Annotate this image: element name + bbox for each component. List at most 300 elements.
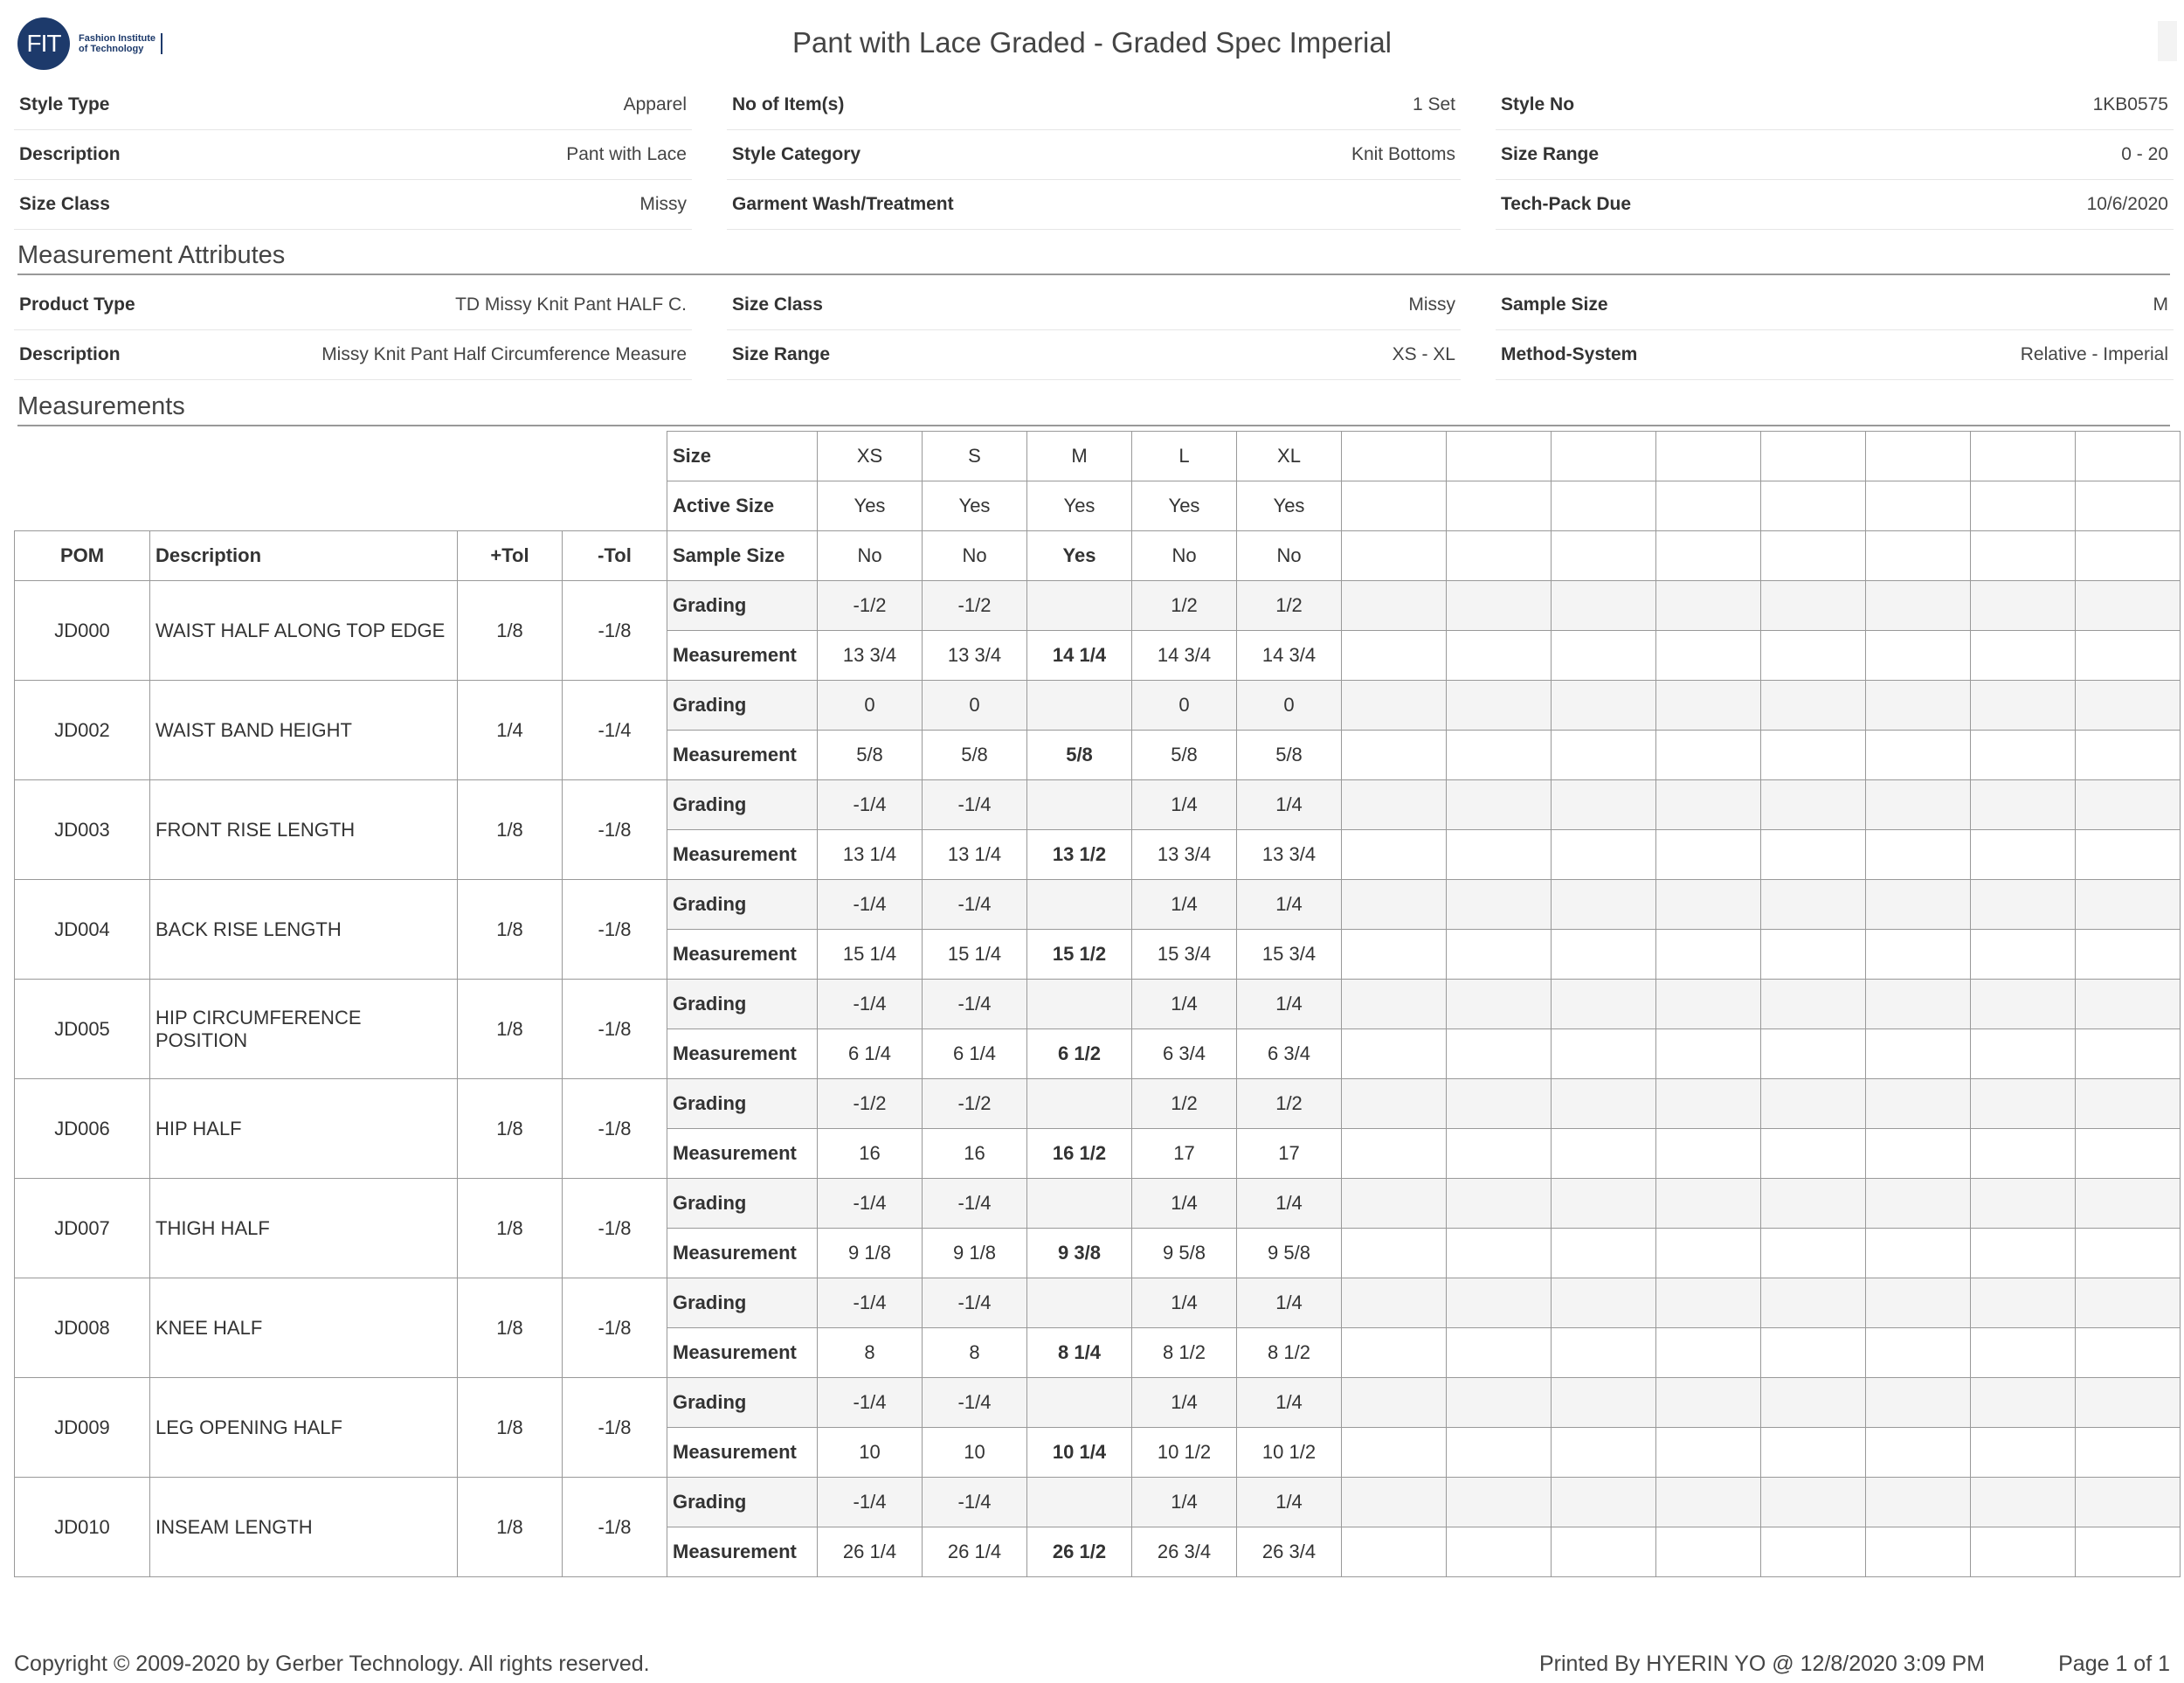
empty-size-cell (1761, 930, 1866, 980)
field-label: Size Range (1501, 144, 1600, 164)
empty-size-cell (1761, 780, 1866, 830)
grading-value (1027, 780, 1132, 830)
grading-value: 1/4 (1237, 1478, 1342, 1527)
pom-code: JD007 (15, 1179, 150, 1278)
measurement-value: 15 1/2 (1027, 930, 1132, 980)
pom-header: POM (15, 531, 150, 581)
empty-size-cell (1761, 1278, 1866, 1328)
measurement-value: 9 5/8 (1237, 1229, 1342, 1278)
empty-size-cell (1656, 731, 1761, 780)
measurement-value: 10 (923, 1428, 1027, 1478)
plus-tolerance: 1/4 (458, 681, 563, 780)
empty-size-cell (1971, 1328, 2076, 1378)
pom-description: KNEE HALF (150, 1278, 458, 1378)
empty-size-cell (1342, 581, 1447, 631)
active-size-value: Yes (1132, 481, 1237, 531)
measurement-label: Measurement (667, 631, 818, 681)
field-value: XS - XL (1392, 344, 1455, 364)
empty-size-cell (1761, 531, 1866, 581)
minus-tolerance: -1/8 (563, 880, 667, 980)
empty-size-cell (1866, 1229, 1971, 1278)
empty-size-cell (1656, 1328, 1761, 1378)
grading-row (15, 1378, 2181, 1428)
size-header: XL (1237, 432, 1342, 481)
plus-tol-header: +Tol (458, 531, 563, 581)
grading-label: Grading (667, 980, 818, 1029)
grading-value: 1/2 (1237, 1079, 1342, 1129)
empty-size-cell (1447, 1229, 1552, 1278)
measurement-value: 5/8 (818, 731, 923, 780)
empty-size-cell (1552, 1129, 1656, 1179)
empty-size-cell (1971, 481, 2076, 531)
measurement-value: 26 1/4 (818, 1527, 923, 1577)
pom-code: JD004 (15, 880, 150, 980)
logo-mark: FIT (17, 17, 70, 70)
empty-size-cell (1866, 432, 1971, 481)
plus-tolerance: 1/8 (458, 980, 563, 1079)
grading-value: -1/4 (818, 1179, 923, 1229)
empty-size-cell (1866, 1378, 1971, 1428)
measurement-value: 16 (818, 1129, 923, 1179)
field-value: Missy Knit Pant Half Circumference Measure (321, 344, 687, 364)
empty-size-cell (1552, 1229, 1656, 1278)
empty-size-cell (1761, 581, 1866, 631)
field-value: Relative - Imperial (2020, 344, 2168, 364)
grading-row (15, 581, 2181, 631)
pom-description: WAIST BAND HEIGHT (150, 681, 458, 780)
column-header-row (15, 531, 2181, 581)
grading-label: Grading (667, 1378, 818, 1428)
grading-value: -1/4 (818, 1278, 923, 1328)
empty-size-cell (1866, 930, 1971, 980)
measurement-value: 26 3/4 (1132, 1527, 1237, 1577)
info-field (14, 280, 692, 330)
active-size-label: Active Size (667, 481, 818, 531)
empty-size-cell (1447, 432, 1552, 481)
empty-size-cell (1761, 481, 1866, 531)
empty-size-cell (1342, 1527, 1447, 1577)
empty-size-cell (1761, 980, 1866, 1029)
measurement-value: 15 3/4 (1237, 930, 1342, 980)
measurement-value: 13 3/4 (1132, 830, 1237, 880)
plus-tolerance: 1/8 (458, 1278, 563, 1378)
grading-value: 1/2 (1132, 1079, 1237, 1129)
empty-size-cell (2076, 631, 2181, 681)
empty-size-cell (2076, 481, 2181, 531)
measurement-value: 13 1/2 (1027, 830, 1132, 880)
empty-size-cell (1656, 980, 1761, 1029)
empty-size-cell (1866, 731, 1971, 780)
grading-value (1027, 1378, 1132, 1428)
empty-size-cell (1447, 1029, 1552, 1079)
empty-size-cell (1656, 1428, 1761, 1478)
grading-value: 1/4 (1237, 1179, 1342, 1229)
empty-size-cell (1866, 980, 1971, 1029)
empty-size-cell (1552, 1478, 1656, 1527)
empty-size-cell (1447, 1079, 1552, 1129)
empty-size-cell (2076, 980, 2181, 1029)
grading-value: 0 (1132, 681, 1237, 731)
plus-tolerance: 1/8 (458, 1179, 563, 1278)
empty-size-cell (1656, 830, 1761, 880)
empty-size-cell (1552, 1278, 1656, 1328)
grading-value: -1/2 (818, 581, 923, 631)
empty-size-cell (1971, 1079, 2076, 1129)
measurement-value: 17 (1237, 1129, 1342, 1179)
empty-size-cell (1971, 1378, 2076, 1428)
sample-size-label: Sample Size (667, 531, 818, 581)
grading-value: 1/4 (1132, 880, 1237, 930)
plus-tolerance: 1/8 (458, 1079, 563, 1179)
empty-size-cell (1866, 1428, 1971, 1478)
empty-size-cell (1761, 432, 1866, 481)
empty-size-cell (2076, 1378, 2181, 1428)
empty-size-cell (2076, 1129, 2181, 1179)
empty-size-cell (2076, 581, 2181, 631)
empty-size-cell (1971, 731, 2076, 780)
empty-size-cell (1342, 880, 1447, 930)
grading-value: 0 (1237, 681, 1342, 731)
measurement-label: Measurement (667, 830, 818, 880)
empty-size-cell (1761, 631, 1866, 681)
pom-code: JD008 (15, 1278, 150, 1378)
grading-value: -1/4 (818, 780, 923, 830)
empty-size-cell (1552, 880, 1656, 930)
size-header: XS (818, 432, 923, 481)
grading-value: -1/4 (818, 1478, 923, 1527)
empty-size-cell (1342, 1179, 1447, 1229)
measurement-value: 13 3/4 (1237, 830, 1342, 880)
active-size-value: Yes (923, 481, 1027, 531)
pom-description: WAIST HALF ALONG TOP EDGE (150, 581, 458, 681)
field-value: Knit Bottoms (1351, 144, 1455, 164)
grading-value: 1/4 (1132, 1278, 1237, 1328)
minus-tolerance: -1/8 (563, 980, 667, 1079)
grading-label: Grading (667, 780, 818, 830)
grading-value (1027, 681, 1132, 731)
field-value: 1KB0575 (2092, 94, 2168, 114)
measurement-value: 10 1/2 (1132, 1428, 1237, 1478)
info-field (727, 80, 1461, 130)
empty-size-cell (1342, 731, 1447, 780)
empty-size-cell (1447, 980, 1552, 1029)
measurement-value: 6 1/4 (923, 1029, 1027, 1079)
minus-tolerance: -1/8 (563, 1378, 667, 1478)
empty-size-cell (1866, 1179, 1971, 1229)
empty-size-cell (1656, 1378, 1761, 1428)
measurement-label: Measurement (667, 1428, 818, 1478)
empty-size-cell (1342, 1428, 1447, 1478)
info-field (1496, 330, 2174, 380)
active-size-row (15, 481, 2181, 531)
measurement-value: 9 5/8 (1132, 1229, 1237, 1278)
grading-value: 1/4 (1132, 780, 1237, 830)
empty-size-cell (2076, 1229, 2181, 1278)
measurement-value: 14 3/4 (1132, 631, 1237, 681)
measurement-label: Measurement (667, 1129, 818, 1179)
measurement-value: 5/8 (923, 731, 1027, 780)
grading-value (1027, 1478, 1132, 1527)
measurement-value: 6 1/2 (1027, 1029, 1132, 1079)
field-label: Size Class (19, 194, 110, 214)
grading-label: Grading (667, 681, 818, 731)
empty-size-cell (1656, 631, 1761, 681)
field-label: Style Category (732, 144, 861, 164)
grading-value: 1/2 (1237, 581, 1342, 631)
measurement-value: 26 3/4 (1237, 1527, 1342, 1577)
empty-size-cell (1656, 1129, 1761, 1179)
logo-text: Fashion Institute of Technology (79, 33, 162, 54)
size-label: Size (667, 432, 818, 481)
grading-row (15, 1478, 2181, 1527)
empty-size-cell (1866, 681, 1971, 731)
info-field (727, 330, 1461, 380)
pom-code: JD010 (15, 1478, 150, 1577)
measurement-value: 15 1/4 (923, 930, 1027, 980)
empty-size-cell (1656, 531, 1761, 581)
empty-size-cell (1761, 1428, 1866, 1478)
measurement-value: 9 1/8 (923, 1229, 1027, 1278)
measurement-value: 13 1/4 (923, 830, 1027, 880)
measurement-attributes-grid (14, 280, 2172, 380)
empty-size-cell (1971, 1229, 2076, 1278)
empty-size-cell (2076, 731, 2181, 780)
pom-code: JD002 (15, 681, 150, 780)
empty-size-cell (1656, 681, 1761, 731)
pom-code: JD000 (15, 581, 150, 681)
empty-size-cell (1866, 581, 1971, 631)
grading-row (15, 780, 2181, 830)
grading-value: -1/4 (818, 880, 923, 930)
plus-tolerance: 1/8 (458, 880, 563, 980)
empty-size-cell (2076, 531, 2181, 581)
field-label: Product Type (19, 294, 135, 315)
empty-size-cell (1761, 1129, 1866, 1179)
measurement-value: 10 1/2 (1237, 1428, 1342, 1478)
measurement-value: 10 (818, 1428, 923, 1478)
empty-size-cell (1761, 731, 1866, 780)
grading-value: 1/4 (1237, 1278, 1342, 1328)
pom-description: FRONT RISE LENGTH (150, 780, 458, 880)
minus-tolerance: -1/8 (563, 1278, 667, 1378)
empty-size-cell (1342, 531, 1447, 581)
empty-size-cell (1447, 531, 1552, 581)
field-label: Garment Wash/Treatment (732, 194, 954, 214)
grading-label: Grading (667, 880, 818, 930)
empty-size-cell (1656, 481, 1761, 531)
size-header-row (15, 432, 2181, 481)
minus-tolerance: -1/4 (563, 681, 667, 780)
grading-label: Grading (667, 581, 818, 631)
empty-size-cell (1552, 930, 1656, 980)
pom-code: JD003 (15, 780, 150, 880)
grading-value: -1/4 (923, 880, 1027, 930)
copyright: Copyright © 2009-2020 by Gerber Technology. All rights reserved. (14, 1652, 650, 1676)
grading-row (15, 1278, 2181, 1328)
empty-size-cell (1761, 1179, 1866, 1229)
measurement-value: 8 (818, 1328, 923, 1378)
measurements-table (14, 431, 2181, 1577)
empty-size-cell (1342, 1029, 1447, 1079)
grading-row (15, 980, 2181, 1029)
empty-size-cell (1761, 1229, 1866, 1278)
empty-size-cell (1552, 1179, 1656, 1229)
field-label: Style No (1501, 94, 1575, 114)
measurement-label: Measurement (667, 1527, 818, 1577)
measurement-value: 16 1/2 (1027, 1129, 1132, 1179)
grading-value: -1/4 (923, 1478, 1027, 1527)
grading-value: 1/4 (1132, 980, 1237, 1029)
empty-size-cell (1552, 432, 1656, 481)
sample-size-value: No (1132, 531, 1237, 581)
empty-size-cell (1971, 432, 2076, 481)
measurement-value: 6 3/4 (1237, 1029, 1342, 1079)
grading-value: -1/2 (923, 581, 1027, 631)
empty-size-cell (1761, 1527, 1866, 1577)
pom-description: LEG OPENING HALF (150, 1378, 458, 1478)
empty-size-cell (2076, 1527, 2181, 1577)
empty-size-cell (1447, 1328, 1552, 1378)
field-label: Method-System (1501, 344, 1638, 364)
empty-size-cell (1866, 1527, 1971, 1577)
empty-size-cell (1656, 930, 1761, 980)
info-field (727, 280, 1461, 330)
field-value: 0 - 20 (2121, 144, 2168, 164)
empty-size-cell (1447, 681, 1552, 731)
empty-size-cell (1656, 1527, 1761, 1577)
empty-size-cell (1447, 631, 1552, 681)
minus-tol-header: -Tol (563, 531, 667, 581)
measurement-value: 26 1/4 (923, 1527, 1027, 1577)
grading-value: -1/4 (923, 980, 1027, 1029)
field-value: Missy (1408, 294, 1455, 315)
empty-size-cell (2076, 681, 2181, 731)
field-label: Tech-Pack Due (1501, 194, 1631, 214)
empty-size-cell (1447, 581, 1552, 631)
empty-size-cell (1971, 1428, 2076, 1478)
empty-size-cell (2076, 830, 2181, 880)
empty-size-cell (1552, 1328, 1656, 1378)
empty-size-cell (1866, 531, 1971, 581)
size-header: M (1027, 432, 1132, 481)
empty-size-cell (1342, 830, 1447, 880)
empty-size-cell (1761, 1079, 1866, 1129)
blank-area (15, 432, 667, 481)
empty-size-cell (1447, 930, 1552, 980)
empty-size-cell (1971, 581, 2076, 631)
empty-size-cell (1342, 1229, 1447, 1278)
empty-size-cell (1866, 481, 1971, 531)
empty-size-cell (1342, 980, 1447, 1029)
empty-size-cell (1656, 1278, 1761, 1328)
measurement-value: 9 1/8 (818, 1229, 923, 1278)
sample-size-value: Yes (1027, 531, 1132, 581)
field-value: Pant with Lace (566, 144, 687, 164)
printed-by: Printed By HYERIN YO @ 12/8/2020 3:09 PM (1539, 1652, 1985, 1676)
empty-size-cell (1866, 1478, 1971, 1527)
empty-size-cell (1971, 1278, 2076, 1328)
field-value: TD Missy Knit Pant HALF C. (455, 294, 687, 315)
pom-code: JD006 (15, 1079, 150, 1179)
grading-value: -1/4 (818, 1378, 923, 1428)
grading-value: -1/4 (923, 1179, 1027, 1229)
minus-tolerance: -1/8 (563, 1079, 667, 1179)
empty-size-cell (1447, 1478, 1552, 1527)
plus-tolerance: 1/8 (458, 1478, 563, 1577)
measurement-value: 5/8 (1237, 731, 1342, 780)
measurement-value: 14 3/4 (1237, 631, 1342, 681)
empty-size-cell (1656, 1079, 1761, 1129)
grading-value: 1/4 (1237, 780, 1342, 830)
field-label: Size Range (732, 344, 831, 364)
empty-size-cell (1342, 481, 1447, 531)
measurement-attributes-title: Measurement Attributes (17, 241, 2170, 275)
minus-tolerance: -1/8 (563, 1478, 667, 1577)
measurement-value: 15 1/4 (818, 930, 923, 980)
measurement-value: 5/8 (1132, 731, 1237, 780)
empty-size-cell (1342, 780, 1447, 830)
info-field (727, 130, 1461, 180)
measurement-value: 9 3/8 (1027, 1229, 1132, 1278)
empty-size-cell (1342, 1278, 1447, 1328)
grading-value: -1/4 (923, 1378, 1027, 1428)
size-header: L (1132, 432, 1237, 481)
empty-size-cell (1552, 830, 1656, 880)
grading-value (1027, 581, 1132, 631)
empty-size-cell (1342, 631, 1447, 681)
measurement-label: Measurement (667, 1229, 818, 1278)
grading-value: 1/4 (1132, 1179, 1237, 1229)
style-info-grid (14, 80, 2172, 230)
measurement-value: 10 1/4 (1027, 1428, 1132, 1478)
grading-row (15, 1179, 2181, 1229)
empty-size-cell (1971, 1179, 2076, 1229)
grading-value (1027, 1278, 1132, 1328)
measurement-label: Measurement (667, 930, 818, 980)
empty-size-cell (1971, 1478, 2076, 1527)
pom-code: JD005 (15, 980, 150, 1079)
grading-value: 1/4 (1237, 880, 1342, 930)
grading-row (15, 681, 2181, 731)
grading-value: -1/4 (818, 980, 923, 1029)
field-value: Missy (639, 194, 687, 214)
empty-size-cell (1971, 631, 2076, 681)
measurement-value: 13 1/4 (818, 830, 923, 880)
empty-size-cell (1447, 1278, 1552, 1328)
grading-label: Grading (667, 1278, 818, 1328)
grading-value: 1/2 (1132, 581, 1237, 631)
measurement-value: 17 (1132, 1129, 1237, 1179)
empty-size-cell (1552, 980, 1656, 1029)
blank-area (15, 481, 667, 531)
empty-size-cell (2076, 880, 2181, 930)
measurement-value: 26 1/2 (1027, 1527, 1132, 1577)
info-field (1496, 80, 2174, 130)
empty-size-cell (1552, 531, 1656, 581)
minus-tolerance: -1/8 (563, 1179, 667, 1278)
empty-size-cell (1342, 681, 1447, 731)
empty-size-cell (1342, 1079, 1447, 1129)
info-field (14, 330, 692, 380)
empty-size-cell (1971, 980, 2076, 1029)
measurement-value: 15 3/4 (1132, 930, 1237, 980)
grading-value: 1/4 (1237, 980, 1342, 1029)
field-label: Sample Size (1501, 294, 1608, 315)
empty-size-cell (1342, 432, 1447, 481)
empty-size-cell (1447, 780, 1552, 830)
empty-size-cell (1971, 531, 2076, 581)
info-field (14, 80, 692, 130)
